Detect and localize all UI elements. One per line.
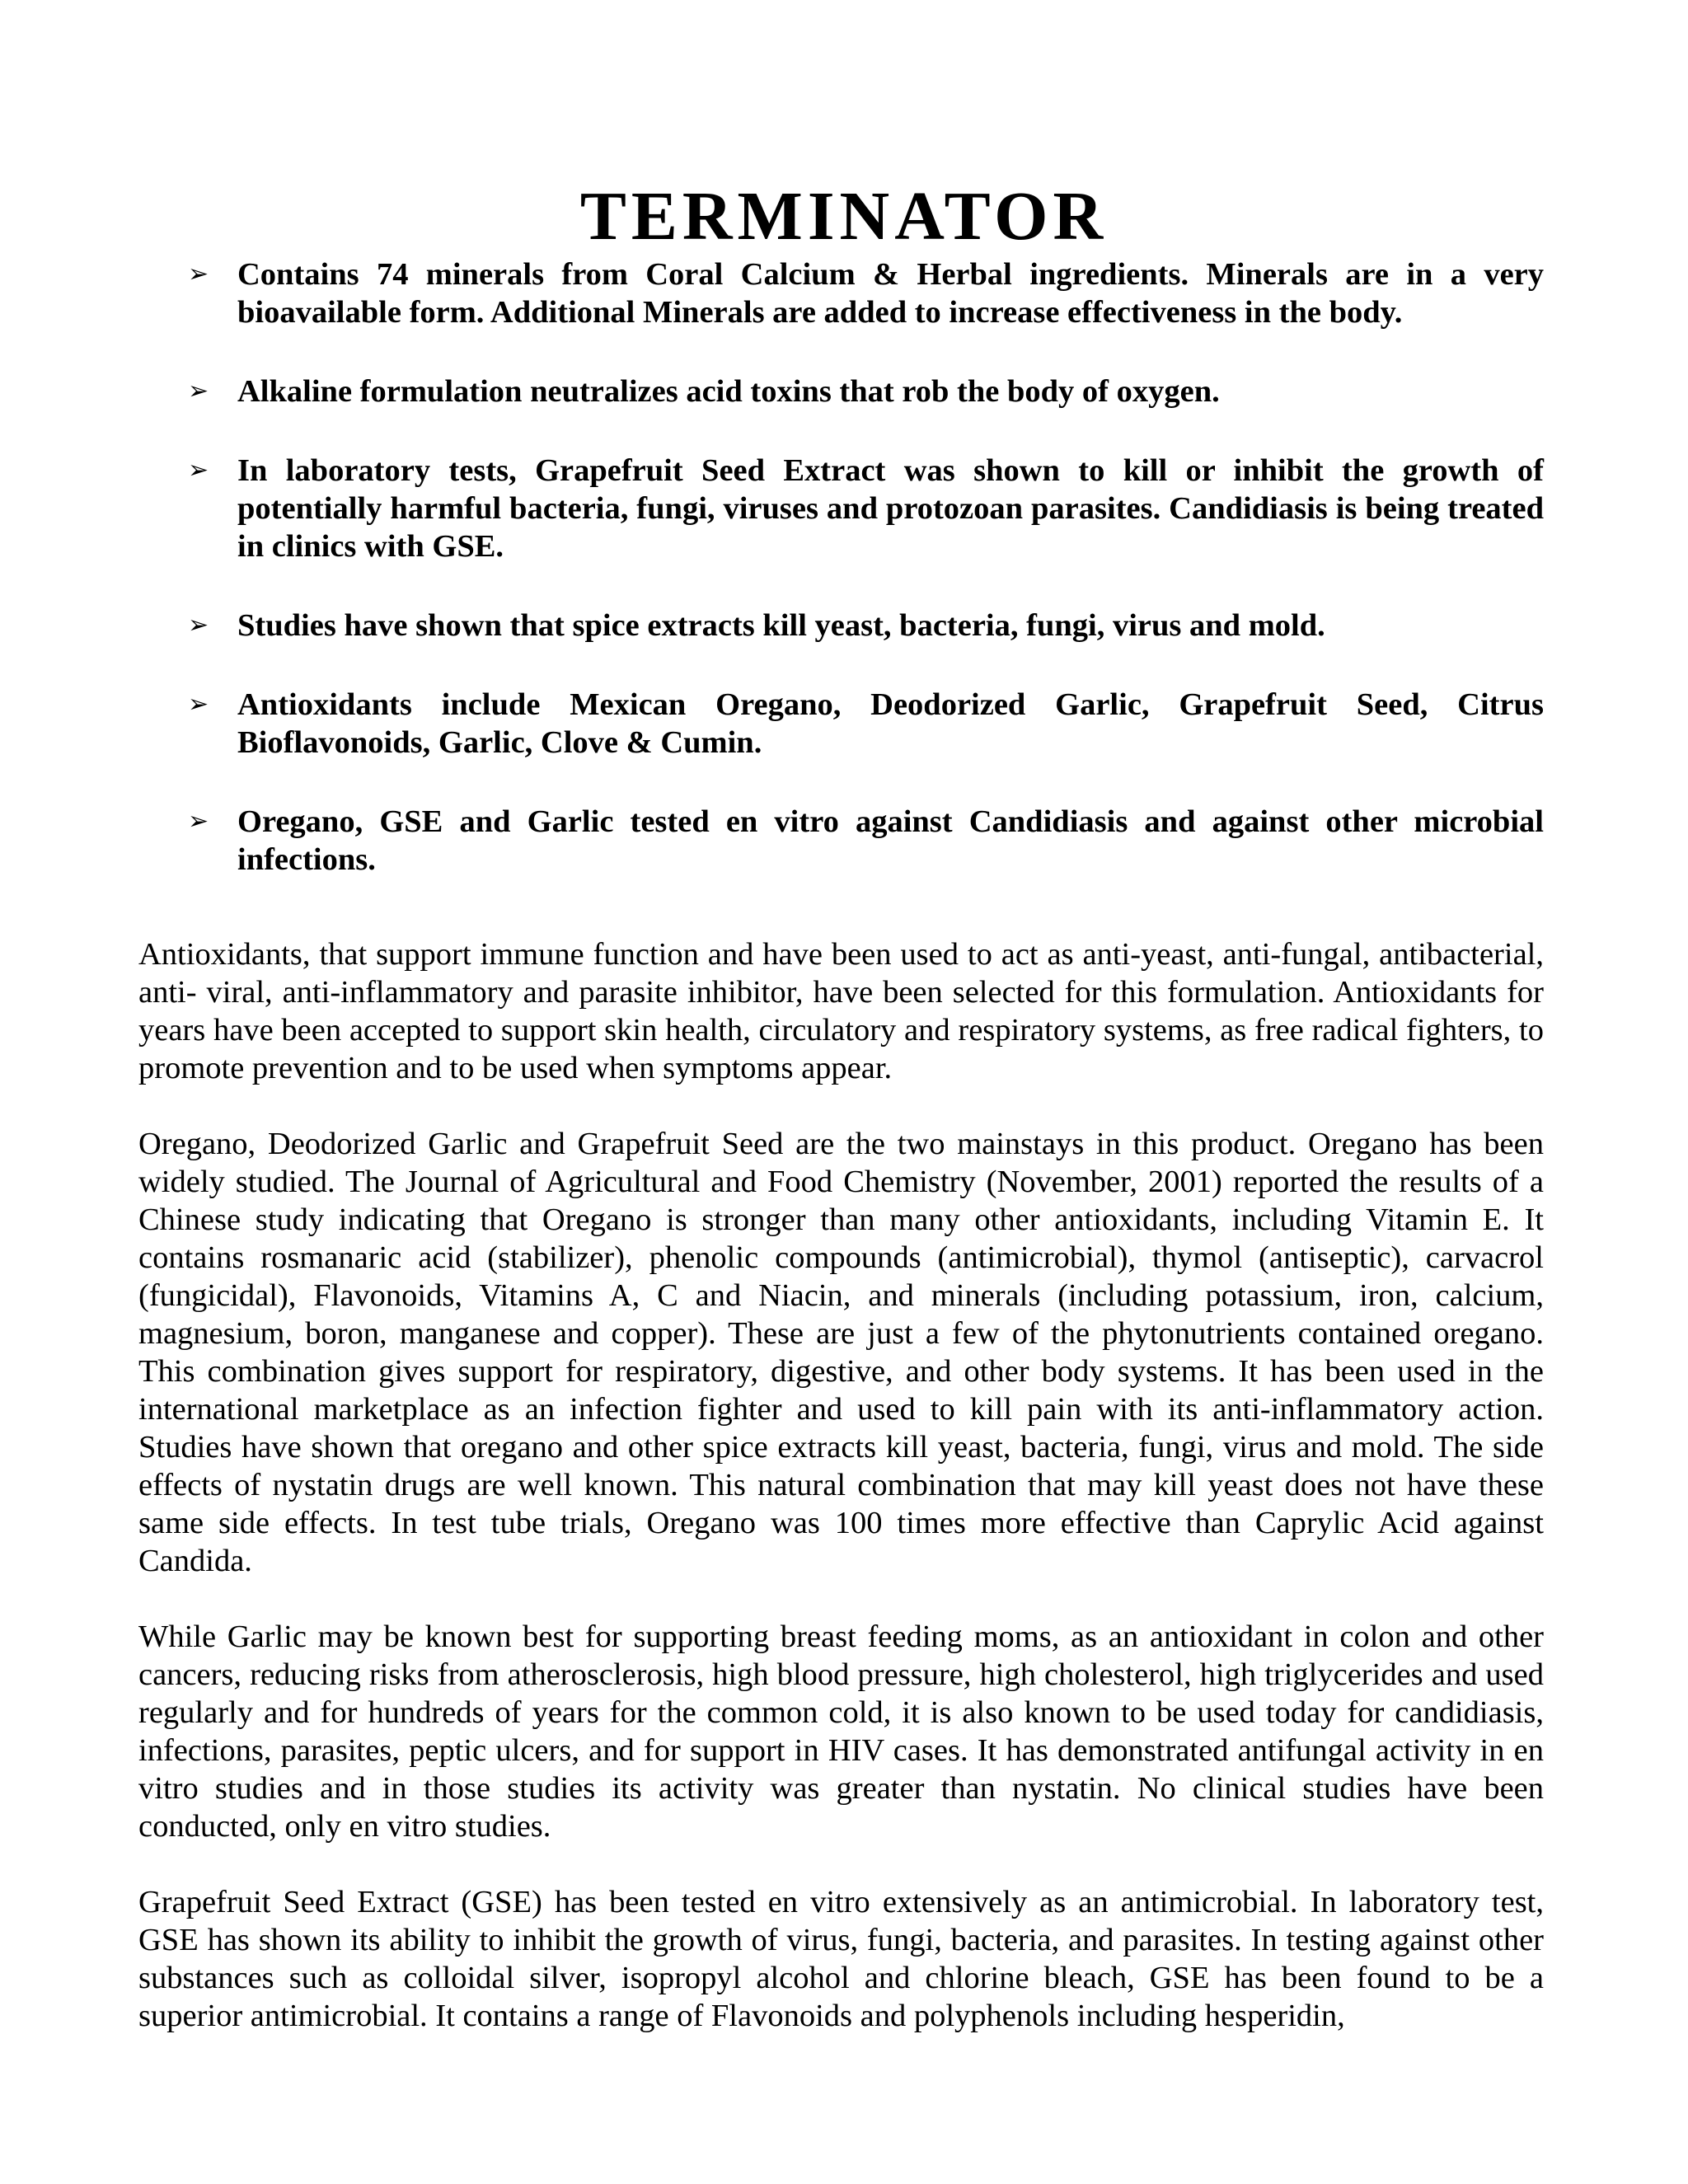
bullet-text: In laboratory tests, Grapefruit Seed Extract was shown to kill or inhibit the growth of potentially harmful bacteria, fungi, viruses and protozoan parasites. Candidiasis is being treated in clinics with GSE. — [237, 453, 1544, 564]
paragraph-antioxidants: Antioxidants, that support immune function and have been used to act as anti-yeast, anti-fungal, antibacterial, anti- viral, anti-inflammatory and parasite inhibitor, have been selected for this formulation. Antioxidants for years have been accepted to support skin health, circulatory and respiratory systems, as free radical fighters, to promote prevention and to be used when symptoms appear. — [138, 937, 1544, 1085]
paragraph-grapefruit-seed: Grapefruit Seed Extract (GSE) has been tested en vitro extensively as an antimicrobial. In laboratory test, GSE has shown its ability to inhibit the growth of virus, fungi, bacteria, and parasites. In testing against other substances such as colloidal silver, isopropyl alcohol and chlorine bleach, GSE has been found to be a superior antimicrobial. It contains a range of Flavonoids and polyphenols including hesperidin, — [138, 1885, 1544, 2033]
arrow-bullet-icon: ➢ — [188, 690, 209, 719]
bullet-text: Oregano, GSE and Garlic tested en vitro against Candidiasis and against other microbial infections. — [237, 804, 1544, 877]
bullet-text: Alkaline formulation neutralizes acid toxins that rob the body of oxygen. — [237, 374, 1220, 409]
paragraph-garlic: While Garlic may be known best for supporting breast feeding moms, as an antioxidant in colon and other cancers, reducing risks from atherosclerosis, high blood pressure, high cholesterol, high triglycerides and used regularly and for hundreds of years for the common cold, it is also known to be used today for candidiasis, infections, parasites, peptic ulcers, and for support in HIV cases. It has demonstrated antifungal activity in en vitro studies and in those studies its activity was greater than nystatin. No clinical studies have been conducted, only en vitro studies. — [138, 1619, 1544, 1844]
body-text — [138, 935, 1544, 2073]
list-item — [188, 255, 1544, 331]
list-item — [188, 373, 1544, 410]
arrow-bullet-icon: ➢ — [188, 807, 209, 836]
bullet-text: Studies have shown that spice extracts kill yeast, bacteria, fungi, virus and mold. — [237, 608, 1325, 643]
list-item — [188, 607, 1544, 644]
arrow-bullet-icon: ➢ — [188, 377, 209, 405]
paragraph-oregano: Oregano, Deodorized Garlic and Grapefruit Seed are the two mainstays in this product. Oregano has been widely studied. The Journal of Agricultural and Food Chemistry (November, 2001) reported the results of a Chinese study indicating that Oregano is stronger than many other antioxidants, including Vitamin E. It contains rosmanaric acid (stabilizer), phenolic compounds (antimicrobial), thymol (antiseptic), carvacrol (fungicidal), Flavonoids, Vitamins A, C and Niacin, and minerals (including potassium, iron, calcium, magnesium, boron, manganese and copper). These are just a few of the phytonutrients contained oregano. This combination gives support for respiratory, digestive, and other body systems. It has been used in the international marketplace as an infection fighter and used to kill pain with its anti-inflammatory action. Studies have shown that oregano and other spice extracts kill yeast, bacteria, fungi, virus and mold. The side effects of nystatin drugs are well known. This natural combination that may kill yeast does not have these same side effects. In test tube trials, Oregano was 100 times more effective than Caprylic Acid against Candida. — [138, 1127, 1544, 1578]
list-item — [188, 803, 1544, 879]
page-title: TERMINATOR — [579, 178, 1109, 255]
list-item — [188, 452, 1544, 565]
arrow-bullet-icon: ➢ — [188, 456, 209, 485]
list-item — [188, 686, 1544, 762]
arrow-bullet-icon: ➢ — [188, 260, 209, 288]
bullet-text: Contains 74 minerals from Coral Calcium & Herbal ingredients. Minerals are in a very bioavailable form. Additional Minerals are added to increase effectiveness in the body. — [237, 257, 1544, 330]
bullet-text: Antioxidants include Mexican Oregano, Deodorized Garlic, Grapefruit Seed, Citrus Bioflavonoids, Garlic, Clove & Cumin. — [237, 687, 1544, 760]
feature-bullet-list — [188, 255, 1544, 920]
arrow-bullet-icon: ➢ — [188, 611, 209, 640]
